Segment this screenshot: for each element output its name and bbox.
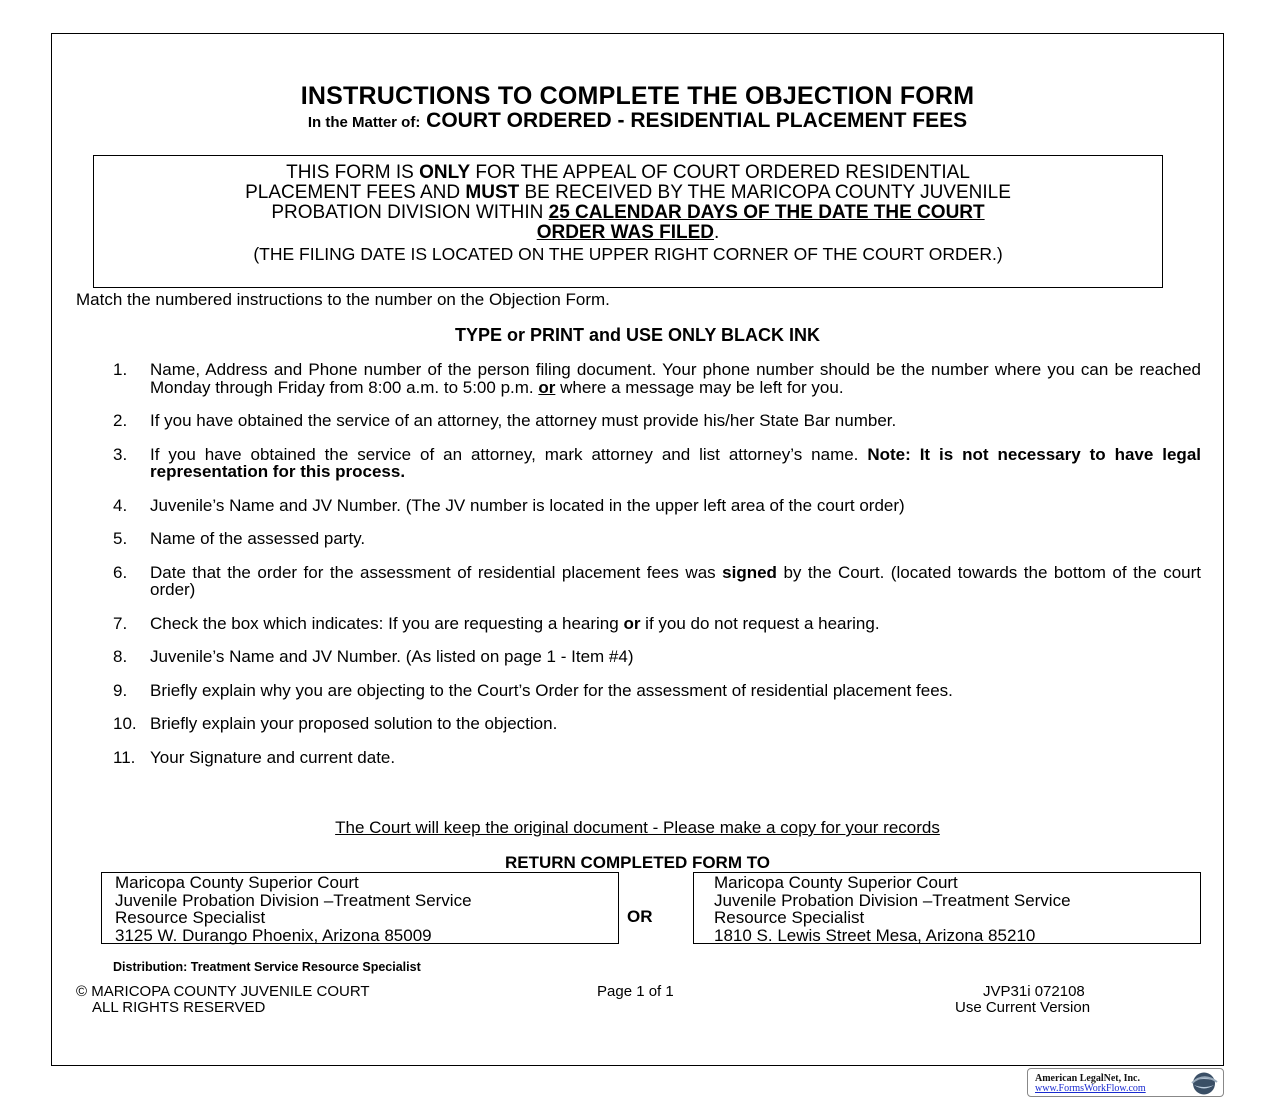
item-text: Juvenile’s Name and JV Number. (As listed on page 1 - Item #4) <box>150 647 634 666</box>
item-number: 7. <box>113 613 128 633</box>
ink-instruction: TYPE or PRINT and USE ONLY BLACK INK <box>454 325 821 345</box>
list-item <box>113 715 1201 733</box>
page-number: Page 1 of 1 <box>597 983 674 1000</box>
notice-line-2: PLACEMENT FEES AND MUST BE RECEIVED BY THE MARICOPA COUNTY JUVENILE <box>245 182 1011 203</box>
list-item <box>113 615 1201 633</box>
globe-icon <box>1186 1070 1222 1097</box>
item-text: If you have obtained the service of an attorney, the attorney must provide his/her State Bar number. <box>150 411 897 430</box>
notice-line-3: PROBATION DIVISION WITHIN 25 CALENDAR DAYS OF THE DATE THE COURT <box>271 202 985 223</box>
matter-name: COURT ORDERED - RESIDENTIAL PLACEMENT FEES <box>426 109 968 132</box>
address-line: 3125 W. Durango Phoenix, Arizona 85009 <box>115 925 432 945</box>
list-item <box>113 648 1201 666</box>
notice-line-4: ORDER WAS FILED. <box>536 222 720 243</box>
item-number: 8. <box>113 647 128 666</box>
item-text: Briefly explain why you are objecting to the Court’s Order for the assessment of residential placement fees. <box>150 680 953 700</box>
item-number: 11. <box>113 747 136 767</box>
address-line: Resource Specialist <box>115 908 266 927</box>
item-number: 10. <box>113 714 137 733</box>
address-line: 1810 S. Lewis Street Mesa, Arizona 85210 <box>714 925 1036 945</box>
item-number: 2. <box>113 411 128 430</box>
instruction-list <box>113 361 1201 782</box>
address-line: Maricopa County Superior Court <box>714 873 958 892</box>
notice-box <box>93 155 1163 288</box>
item-number: 6. <box>113 562 128 582</box>
item-number: 4. <box>113 495 128 515</box>
address-line: Maricopa County Superior Court <box>115 873 359 892</box>
notice-line-1: THIS FORM IS ONLY FOR THE APPEAL OF COURT ORDERED RESIDENTIAL <box>286 162 970 183</box>
list-item <box>113 749 1201 767</box>
item-text: If you have obtained the service of an attorney, mark attorney and list attorney’s name. Note: It is not necessary to have legal representation for this process. <box>150 444 1201 481</box>
item-number: 1. <box>113 360 128 379</box>
copyright: © MARICOPA COUNTY JUVENILE COURT <box>76 983 370 1000</box>
list-item <box>113 530 1201 548</box>
list-item <box>113 497 1201 515</box>
legalnet-badge[interactable] <box>1027 1068 1224 1097</box>
match-instructions: Match the numbered instructions to the number on the Objection Form. <box>76 290 610 309</box>
form-code: JVP31i 072108 <box>983 983 1085 1000</box>
page-title: INSTRUCTIONS TO COMPLETE THE OBJECTION FORM <box>300 82 975 110</box>
badge-url[interactable]: www.FormsWorkFlow.com <box>1035 1083 1146 1094</box>
list-item <box>113 361 1201 396</box>
list-item <box>113 564 1201 599</box>
item-text: Check the box which indicates: If you are requesting a hearing or if you do not request a hearing. <box>150 613 880 633</box>
item-number: 3. <box>113 444 128 464</box>
address-box-phoenix <box>101 872 619 944</box>
item-text: Date that the order for the assessment of residential placement fees was signed by the Court. (located towards the bottom of the court order) <box>150 562 1201 599</box>
rights-reserved: ALL RIGHTS RESERVED <box>92 999 266 1016</box>
list-item <box>113 446 1201 481</box>
page-subtitle <box>0 109 1275 133</box>
address-box-mesa <box>693 872 1201 944</box>
copy-notice: The Court will keep the original document - Please make a copy for your records <box>335 818 940 837</box>
matter-prefix: In the Matter of: <box>307 114 421 131</box>
badge-company: American LegalNet, Inc. <box>1035 1073 1140 1084</box>
return-heading: RETURN COMPLETED FORM TO <box>504 853 771 872</box>
address-line: Juvenile Probation Division –Treatment Service <box>714 890 1071 910</box>
or-label: OR <box>627 907 653 926</box>
list-item <box>113 682 1201 700</box>
list-item <box>113 412 1201 430</box>
version-note: Use Current Version <box>955 999 1091 1016</box>
item-text: Briefly explain your proposed solution to the objection. <box>150 714 558 733</box>
item-number: 5. <box>113 529 128 548</box>
item-text: Name of the assessed party. <box>150 529 366 548</box>
item-number: 9. <box>113 680 128 700</box>
item-text: Name, Address and Phone number of the person filing document. Your phone number should be the number where you can be reached Monday through Friday from 8:00 a.m. to 5:00 p.m. or where a message may be left for you. <box>150 360 1201 397</box>
notice-line-5: (THE FILING DATE IS LOCATED ON THE UPPER RIGHT CORNER OF THE COURT ORDER.) <box>253 244 1003 264</box>
address-line: Resource Specialist <box>714 908 865 927</box>
distribution-note: Distribution: Treatment Service Resource Specialist <box>113 960 421 974</box>
item-text: Juvenile’s Name and JV Number. (The JV number is located in the upper left area of the court order) <box>150 495 905 515</box>
address-line: Juvenile Probation Division –Treatment Service <box>115 890 472 910</box>
item-text: Your Signature and current date. <box>150 747 396 767</box>
